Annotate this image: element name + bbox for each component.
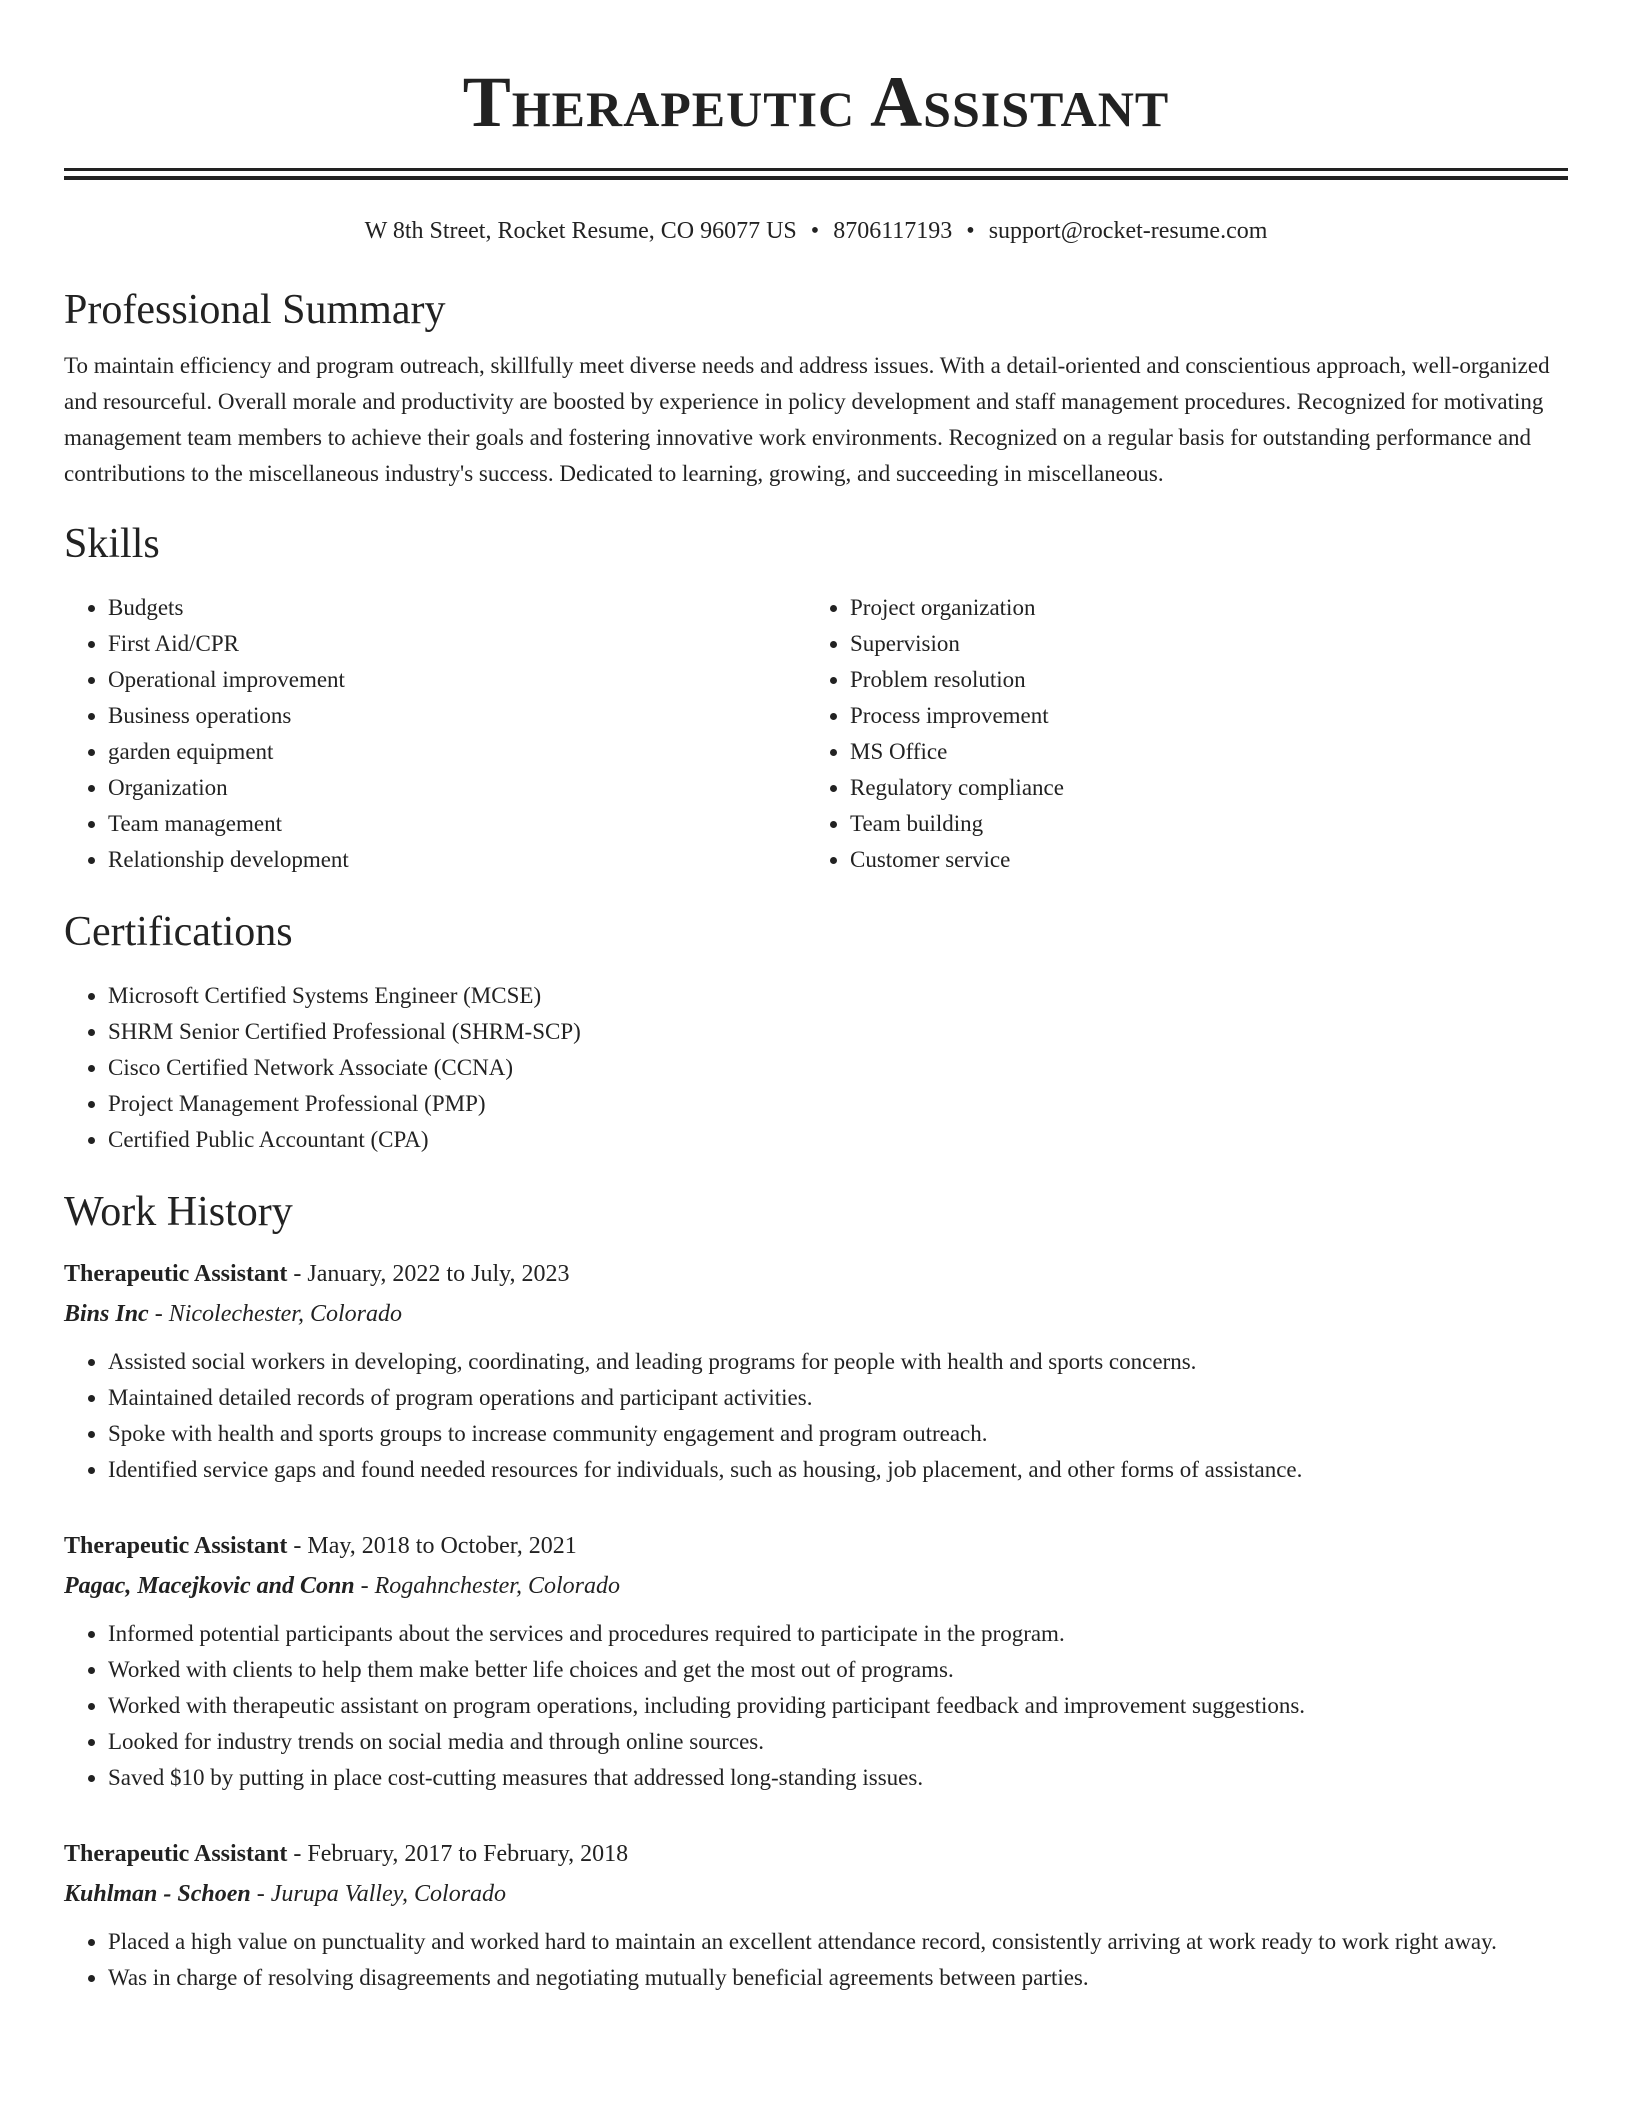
contact-phone: 8706117193 — [833, 218, 953, 244]
job-dates: - May, 2018 to October, 2021 — [287, 1533, 577, 1559]
job-bullets — [64, 1616, 1568, 1796]
contact-address: W 8th Street, Rocket Resume, CO 96077 US — [364, 218, 797, 244]
job-company: Pagac, Macejkovic and Conn — [64, 1573, 355, 1599]
certification-item: • SHRM Senior Certified Professional (SHRM-SCP) — [108, 1014, 1568, 1050]
job-title: Therapeutic Assistant — [64, 1841, 288, 1867]
job-bullets — [64, 1344, 1568, 1488]
job-company-line — [64, 1874, 1568, 1914]
job-company: Bins Inc — [64, 1301, 149, 1327]
job-bullet: • Maintained detailed records of program operations and participant activities. — [108, 1380, 1568, 1416]
contact-separator: • — [810, 218, 820, 244]
skills-columns — [64, 590, 1568, 878]
certification-item: • Cisco Certified Network Associate (CCNA) — [108, 1050, 1568, 1086]
skill-item: • Operational improvement — [108, 662, 806, 698]
job-bullet: • Assisted social workers in developing, coordinating, and leading programs for people with health and sports concerns. — [108, 1344, 1568, 1380]
job-header — [64, 1526, 1568, 1566]
job-location: - Nicolechester, Colorado — [148, 1301, 403, 1327]
skills-list-right — [806, 590, 1548, 878]
job-bullet: • Worked with clients to help them make better life choices and get the most out of programs. — [108, 1652, 1568, 1688]
job-title: Therapeutic Assistant — [64, 1261, 288, 1287]
job-company-line — [64, 1294, 1568, 1334]
skill-item: • Team management — [108, 806, 806, 842]
skills-list-left — [64, 590, 806, 878]
job-entry — [64, 1834, 1568, 1996]
skill-item: • Customer service — [850, 842, 1548, 878]
job-bullet: • Was in charge of resolving disagreements and negotiating mutually beneficial agreements between parties. — [108, 1960, 1568, 1996]
job-bullet: • Saved $10 by putting in place cost-cutting measures that addressed long-standing issues. — [108, 1760, 1568, 1796]
certification-item: • Microsoft Certified Systems Engineer (MCSE) — [108, 978, 1568, 1014]
skill-item: • garden equipment — [108, 734, 806, 770]
skill-item: • Team building — [850, 806, 1548, 842]
job-bullet: • Identified service gaps and found needed resources for individuals, such as housing, job placement, and other forms of assistance. — [108, 1452, 1568, 1488]
job-header — [64, 1254, 1568, 1294]
skill-item: • MS Office — [850, 734, 1548, 770]
contact-email: support@rocket-resume.com — [988, 218, 1268, 244]
skill-item: • Budgets — [108, 590, 806, 626]
job-company: Kuhlman - Schoen — [64, 1881, 251, 1907]
skill-item: • First Aid/CPR — [108, 626, 806, 662]
summary-heading: Professional Summary — [64, 287, 446, 333]
certifications-list — [64, 978, 1568, 1158]
resume-name: Therapeutic Assistant — [462, 62, 1170, 142]
job-bullet: • Informed potential participants about the services and procedures required to participate in the program. — [108, 1616, 1568, 1652]
job-entry — [64, 1526, 1568, 1796]
skill-item: • Supervision — [850, 626, 1548, 662]
certification-item: • Project Management Professional (PMP) — [108, 1086, 1568, 1122]
job-bullet: • Looked for industry trends on social media and through online sources. — [108, 1724, 1568, 1760]
skill-item: • Problem resolution — [850, 662, 1548, 698]
contact-line — [64, 216, 1568, 246]
skills-column-left — [64, 590, 806, 878]
job-bullet: • Worked with therapeutic assistant on program operations, including providing participant feedback and improvement suggestions. — [108, 1688, 1568, 1724]
job-title: Therapeutic Assistant — [64, 1533, 288, 1559]
job-entry — [64, 1254, 1568, 1488]
header-divider-top — [64, 168, 1568, 171]
skills-heading: Skills — [64, 521, 160, 567]
contact-separator: • — [966, 218, 975, 244]
resume-page — [64, 0, 1568, 1996]
certifications-heading: Certifications — [64, 909, 293, 955]
skill-item: • Process improvement — [850, 698, 1548, 734]
job-dates: - January, 2022 to July, 2023 — [287, 1261, 570, 1287]
skill-item: • Organization — [108, 770, 806, 806]
certification-item: • Certified Public Accountant (CPA) — [108, 1122, 1568, 1158]
job-bullet: • Spoke with health and sports groups to increase community engagement and program outreach. — [108, 1416, 1568, 1452]
job-dates: - February, 2017 to February, 2018 — [287, 1841, 629, 1867]
job-location: - Jurupa Valley, Colorado — [250, 1881, 507, 1907]
skill-item: • Project organization — [850, 590, 1548, 626]
skill-item: • Business operations — [108, 698, 806, 734]
skill-item: • Regulatory compliance — [850, 770, 1548, 806]
header-divider-bottom — [64, 176, 1568, 180]
job-header — [64, 1834, 1568, 1874]
skills-column-right — [806, 590, 1548, 878]
job-bullets — [64, 1924, 1568, 1996]
work-history-heading: Work History — [64, 1189, 293, 1235]
job-location: - Rogahnchester, Colorado — [354, 1573, 620, 1599]
summary-text: To maintain efficiency and program outreach, skillfully meet diverse needs and address issues. With a detail-oriented and conscientious approach, well-organized and resourceful. Overall morale and productivity are boosted by experience in policy development and staff management procedures. Recognized for motivating management team members to achieve their goals and fostering innovative work environments. Recognized on a regular basis for outstanding performance and contributions to the miscellaneous industry's success. Dedicated to learning, growing, and succeeding in miscellaneous. — [64, 353, 1550, 486]
skill-item: • Relationship development — [108, 842, 806, 878]
job-bullet: • Placed a high value on punctuality and worked hard to maintain an excellent attendance record, consistently arriving at work ready to work right away. — [108, 1924, 1568, 1960]
job-company-line — [64, 1566, 1568, 1606]
